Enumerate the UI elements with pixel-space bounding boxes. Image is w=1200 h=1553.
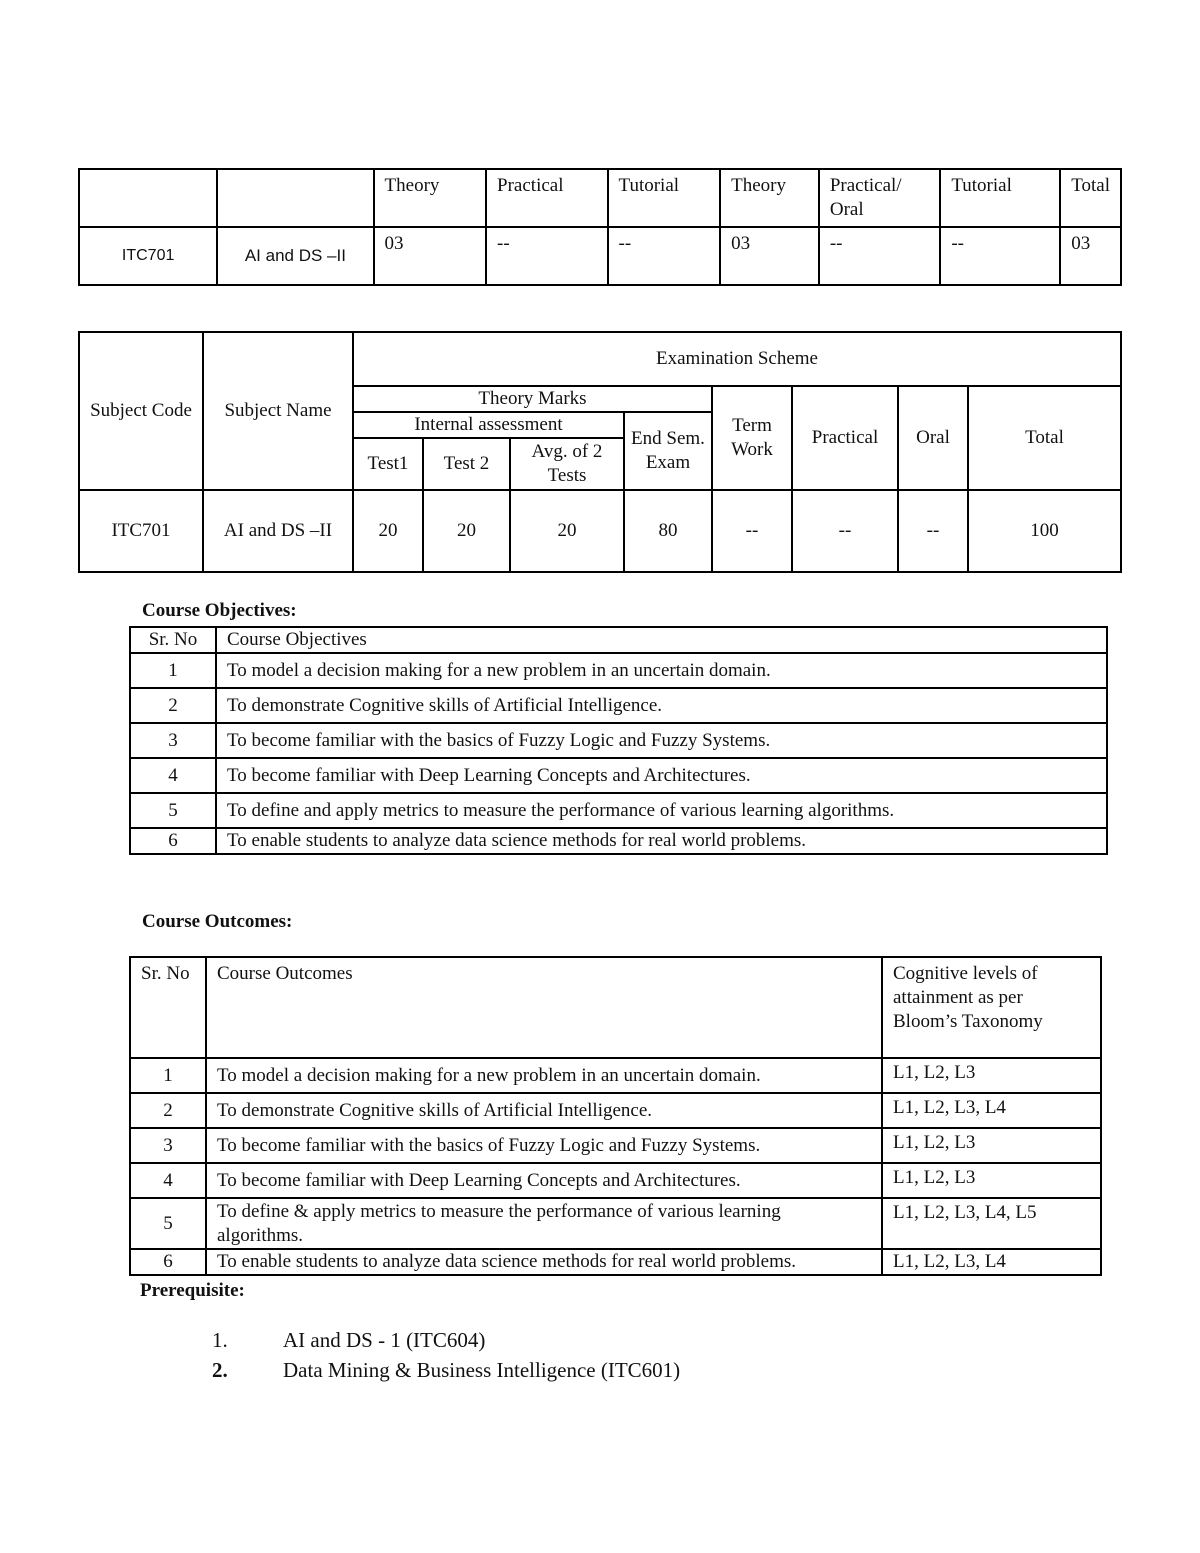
outcomes-text-header: Course Outcomes [206, 957, 882, 1058]
outcome-row [130, 1249, 1101, 1275]
prerequisite-number: 2. [212, 1358, 228, 1382]
objective-text: To become familiar with Deep Learning Concepts and Architectures. [216, 758, 1107, 793]
prerequisite-item [212, 1355, 680, 1385]
objective-text: To enable students to analyze data science methods for real world problems. [216, 828, 1107, 854]
outcomes-heading: Course Outcomes: [142, 911, 293, 932]
avg-cell: 20 [510, 490, 624, 572]
objective-row [130, 758, 1107, 793]
objective-row [130, 688, 1107, 723]
outcome-sr: 4 [130, 1163, 206, 1198]
end-sem-cell: 80 [624, 490, 712, 572]
test2-cell: 20 [423, 490, 510, 572]
outcomes-header-row [130, 957, 1101, 1058]
outcome-level: L1, L2, L3 [882, 1163, 1101, 1198]
credit-data-row [79, 227, 1121, 285]
objective-row [130, 828, 1107, 854]
outcome-level: L1, L2, L3, L4, L5 [882, 1198, 1101, 1249]
term-work-header: Term Work [712, 386, 792, 490]
outcome-level: L1, L2, L3, L4 [882, 1093, 1101, 1128]
outcome-text: To define & apply metrics to measure the performance of various learning algorithms. [206, 1198, 882, 1249]
subject-code-header: Subject Code [79, 332, 203, 490]
credit-header-row [79, 169, 1121, 227]
prerequisite-item [212, 1325, 485, 1355]
outcome-row [130, 1163, 1101, 1198]
test1-cell: 20 [353, 490, 423, 572]
test2-header: Test 2 [423, 438, 510, 490]
outcome-row [130, 1128, 1101, 1163]
credit-header-cell: Theory [720, 169, 819, 227]
avg-header: Avg. of 2 Tests [510, 438, 624, 490]
outcome-sr: 3 [130, 1128, 206, 1163]
objective-row [130, 653, 1107, 688]
exam-scheme-header: Examination Scheme [353, 332, 1121, 386]
exam-scheme-table [78, 331, 1122, 573]
outcome-sr: 2 [130, 1093, 206, 1128]
objectives-header-row [130, 627, 1107, 653]
credit-header-cell [79, 169, 217, 227]
objective-sr: 3 [130, 723, 216, 758]
credit-header-cell: Practical/ Oral [819, 169, 940, 227]
outcome-row [130, 1198, 1101, 1249]
oral-cell: -- [898, 490, 968, 572]
outcome-level: L1, L2, L3, L4 [882, 1249, 1101, 1275]
subject-code-cell: ITC701 [79, 490, 203, 572]
prerequisite-text: AI and DS - 1 (ITC604) [283, 1328, 486, 1352]
objective-text: To demonstrate Cognitive skills of Artificial Intelligence. [216, 688, 1107, 723]
objective-text: To model a decision making for a new problem in an uncertain domain. [216, 653, 1107, 688]
objective-sr: 4 [130, 758, 216, 793]
outcome-sr: 6 [130, 1249, 206, 1275]
credit-scheme-table [78, 168, 1122, 286]
prerequisite-text: Data Mining & Business Intelligence (ITC601) [283, 1358, 681, 1382]
test1-header: Test1 [353, 438, 423, 490]
objective-text: To define and apply metrics to measure the performance of various learning algorithms. [216, 793, 1107, 828]
outcome-level: L1, L2, L3 [882, 1128, 1101, 1163]
subject-name-cell: AI and DS –II [203, 490, 353, 572]
theory-marks-header: Theory Marks [353, 386, 712, 412]
exam-header-row-1 [79, 332, 1121, 386]
outcome-text: To model a decision making for a new problem in an uncertain domain. [206, 1058, 882, 1093]
objective-sr: 6 [130, 828, 216, 854]
objective-sr: 1 [130, 653, 216, 688]
credit-header-cell: Total [1060, 169, 1121, 227]
objective-row [130, 723, 1107, 758]
credit-value-cell: 03 [720, 227, 819, 285]
objectives-sr-header: Sr. No [130, 627, 216, 653]
oral-header: Oral [898, 386, 968, 490]
credit-header-cell: Practical [486, 169, 607, 227]
outcome-sr: 1 [130, 1058, 206, 1093]
outcome-text: To become familiar with the basics of Fuzzy Logic and Fuzzy Systems. [206, 1128, 882, 1163]
term-work-cell: -- [712, 490, 792, 572]
outcome-row [130, 1058, 1101, 1093]
objective-text: To become familiar with the basics of Fuzzy Logic and Fuzzy Systems. [216, 723, 1107, 758]
outcome-sr: 5 [130, 1198, 206, 1249]
credit-value-cell: -- [608, 227, 721, 285]
objective-sr: 2 [130, 688, 216, 723]
outcomes-sr-header: Sr. No [130, 957, 206, 1058]
outcomes-level-header: Cognitive levels of attainment as per Bloom’s Taxonomy [882, 957, 1101, 1058]
objectives-table [129, 626, 1108, 855]
credit-value-cell: 03 [1060, 227, 1121, 285]
credit-header-cell: Tutorial [940, 169, 1060, 227]
credit-header-cell [217, 169, 373, 227]
outcome-text: To enable students to analyze data science methods for real world problems. [206, 1249, 882, 1275]
credit-header-cell: Theory [374, 169, 487, 227]
objective-row [130, 793, 1107, 828]
credit-value-cell: 03 [374, 227, 487, 285]
total-header: Total [968, 386, 1121, 490]
objectives-heading: Course Objectives: [142, 600, 297, 621]
end-sem-header: End Sem. Exam [624, 412, 712, 490]
objectives-text-header: Course Objectives [216, 627, 1107, 653]
outcomes-table [129, 956, 1102, 1276]
outcome-level: L1, L2, L3 [882, 1058, 1101, 1093]
exam-data-row [79, 490, 1121, 572]
total-cell: 100 [968, 490, 1121, 572]
outcome-row [130, 1093, 1101, 1128]
credit-value-cell: -- [819, 227, 940, 285]
practical-header: Practical [792, 386, 898, 490]
credit-value-cell: -- [486, 227, 607, 285]
practical-cell: -- [792, 490, 898, 572]
prerequisite-heading: Prerequisite: [140, 1280, 245, 1301]
subject-code-cell: ITC701 [79, 227, 217, 285]
outcome-text: To become familiar with Deep Learning Concepts and Architectures. [206, 1163, 882, 1198]
credit-header-cell: Tutorial [608, 169, 721, 227]
internal-assessment-header: Internal assessment [353, 412, 624, 438]
subject-name-cell: AI and DS –II [217, 227, 373, 285]
subject-name-header: Subject Name [203, 332, 353, 490]
objective-sr: 5 [130, 793, 216, 828]
outcome-text: To demonstrate Cognitive skills of Artificial Intelligence. [206, 1093, 882, 1128]
prerequisite-number: 1. [212, 1328, 228, 1352]
credit-value-cell: -- [940, 227, 1060, 285]
